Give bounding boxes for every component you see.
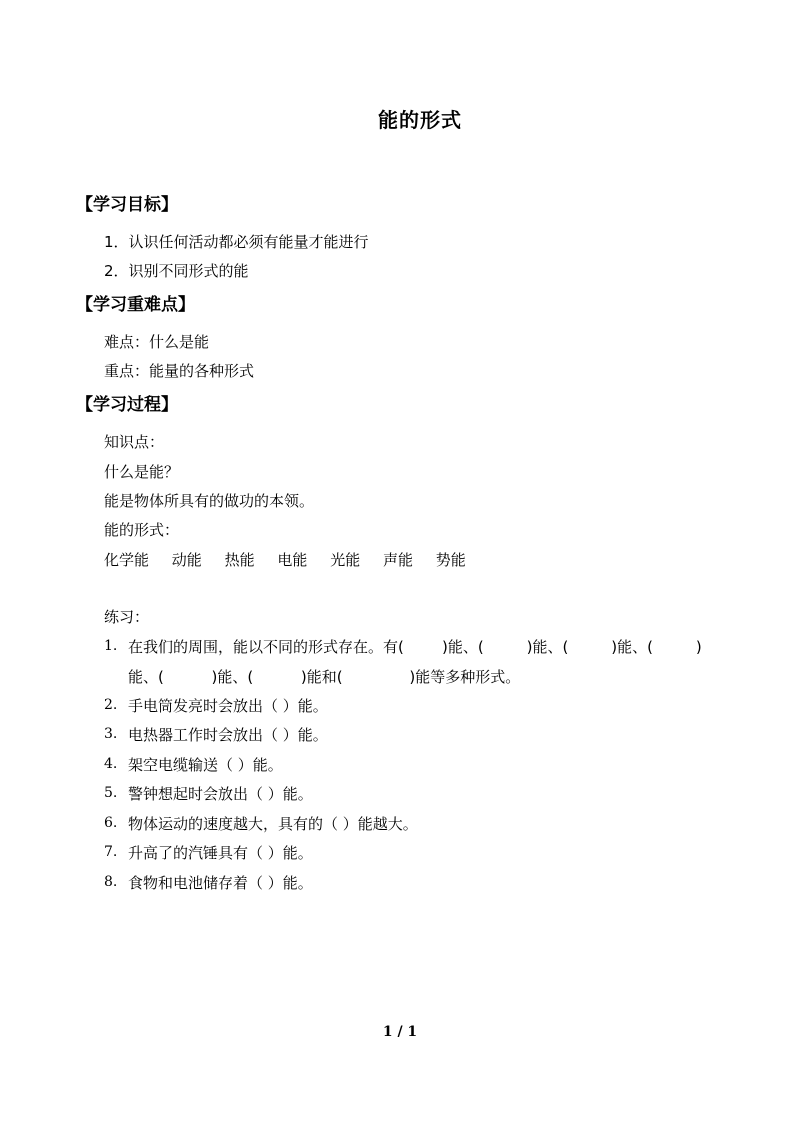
knowledge-question: 什么是能？ — [104, 463, 180, 481]
question-text: 物体运动的速度越大，具有的（ ）能越大。 — [128, 815, 418, 833]
question-number: 7. — [104, 844, 118, 860]
exercise-label: 练习： — [104, 608, 150, 626]
knowledge-definition: 能是物体所具有的做功的本领。 — [104, 492, 315, 510]
question-1-line-2: 能、( )能、( )能和( )能等多种形式。 — [128, 668, 521, 686]
question-number: 8. — [104, 874, 118, 890]
goal-item: 1．认识任何活动都必须有能量才能进行 — [104, 233, 369, 251]
question-number: 1. — [104, 638, 118, 654]
forms-list — [104, 549, 484, 570]
question-number: 6. — [104, 815, 118, 831]
forms-label: 能的形式： — [104, 521, 180, 539]
question-number: 4. — [104, 756, 118, 772]
process-heading: 【学习过程】 — [76, 395, 178, 415]
question-number: 5. — [104, 785, 118, 801]
difficulty-text: 难点：什么是能 — [104, 333, 210, 351]
question-text: 手电筒发亮时会放出（ ）能。 — [128, 697, 328, 715]
question-text: 食物和电池储存着（ ）能。 — [128, 874, 313, 892]
form-item: 光能 — [330, 551, 361, 569]
goal-item: 2．识别不同形式的能 — [104, 262, 249, 280]
question-text: 警钟想起时会放出（ ）能。 — [128, 785, 313, 803]
knowledge-label: 知识点： — [104, 433, 165, 451]
form-item: 热能 — [224, 551, 255, 569]
question-text: 架空电缆输送（ ）能。 — [128, 756, 283, 774]
question-number: 3. — [104, 726, 118, 742]
question-1-line-1: 在我们的周围，能以不同的形式存在。有( )能、( )能、( )能、( ) — [128, 638, 702, 656]
form-item: 势能 — [435, 551, 466, 569]
question-text: 电热器工作时会放出（ ）能。 — [128, 726, 328, 744]
form-item: 化学能 — [104, 551, 150, 569]
goals-heading: 【学习目标】 — [76, 195, 178, 215]
question-text: 升高了的汽锤具有（ ）能。 — [128, 844, 313, 862]
page-number: 1 / 1 — [382, 1024, 418, 1040]
page-title: 能的形式 — [378, 108, 462, 132]
form-item: 电能 — [277, 551, 308, 569]
key-heading: 【学习重难点】 — [76, 295, 195, 315]
form-item: 动能 — [171, 551, 202, 569]
question-number: 2. — [104, 697, 118, 713]
form-item: 声能 — [382, 551, 413, 569]
focus-text: 重点：能量的各种形式 — [104, 362, 255, 380]
